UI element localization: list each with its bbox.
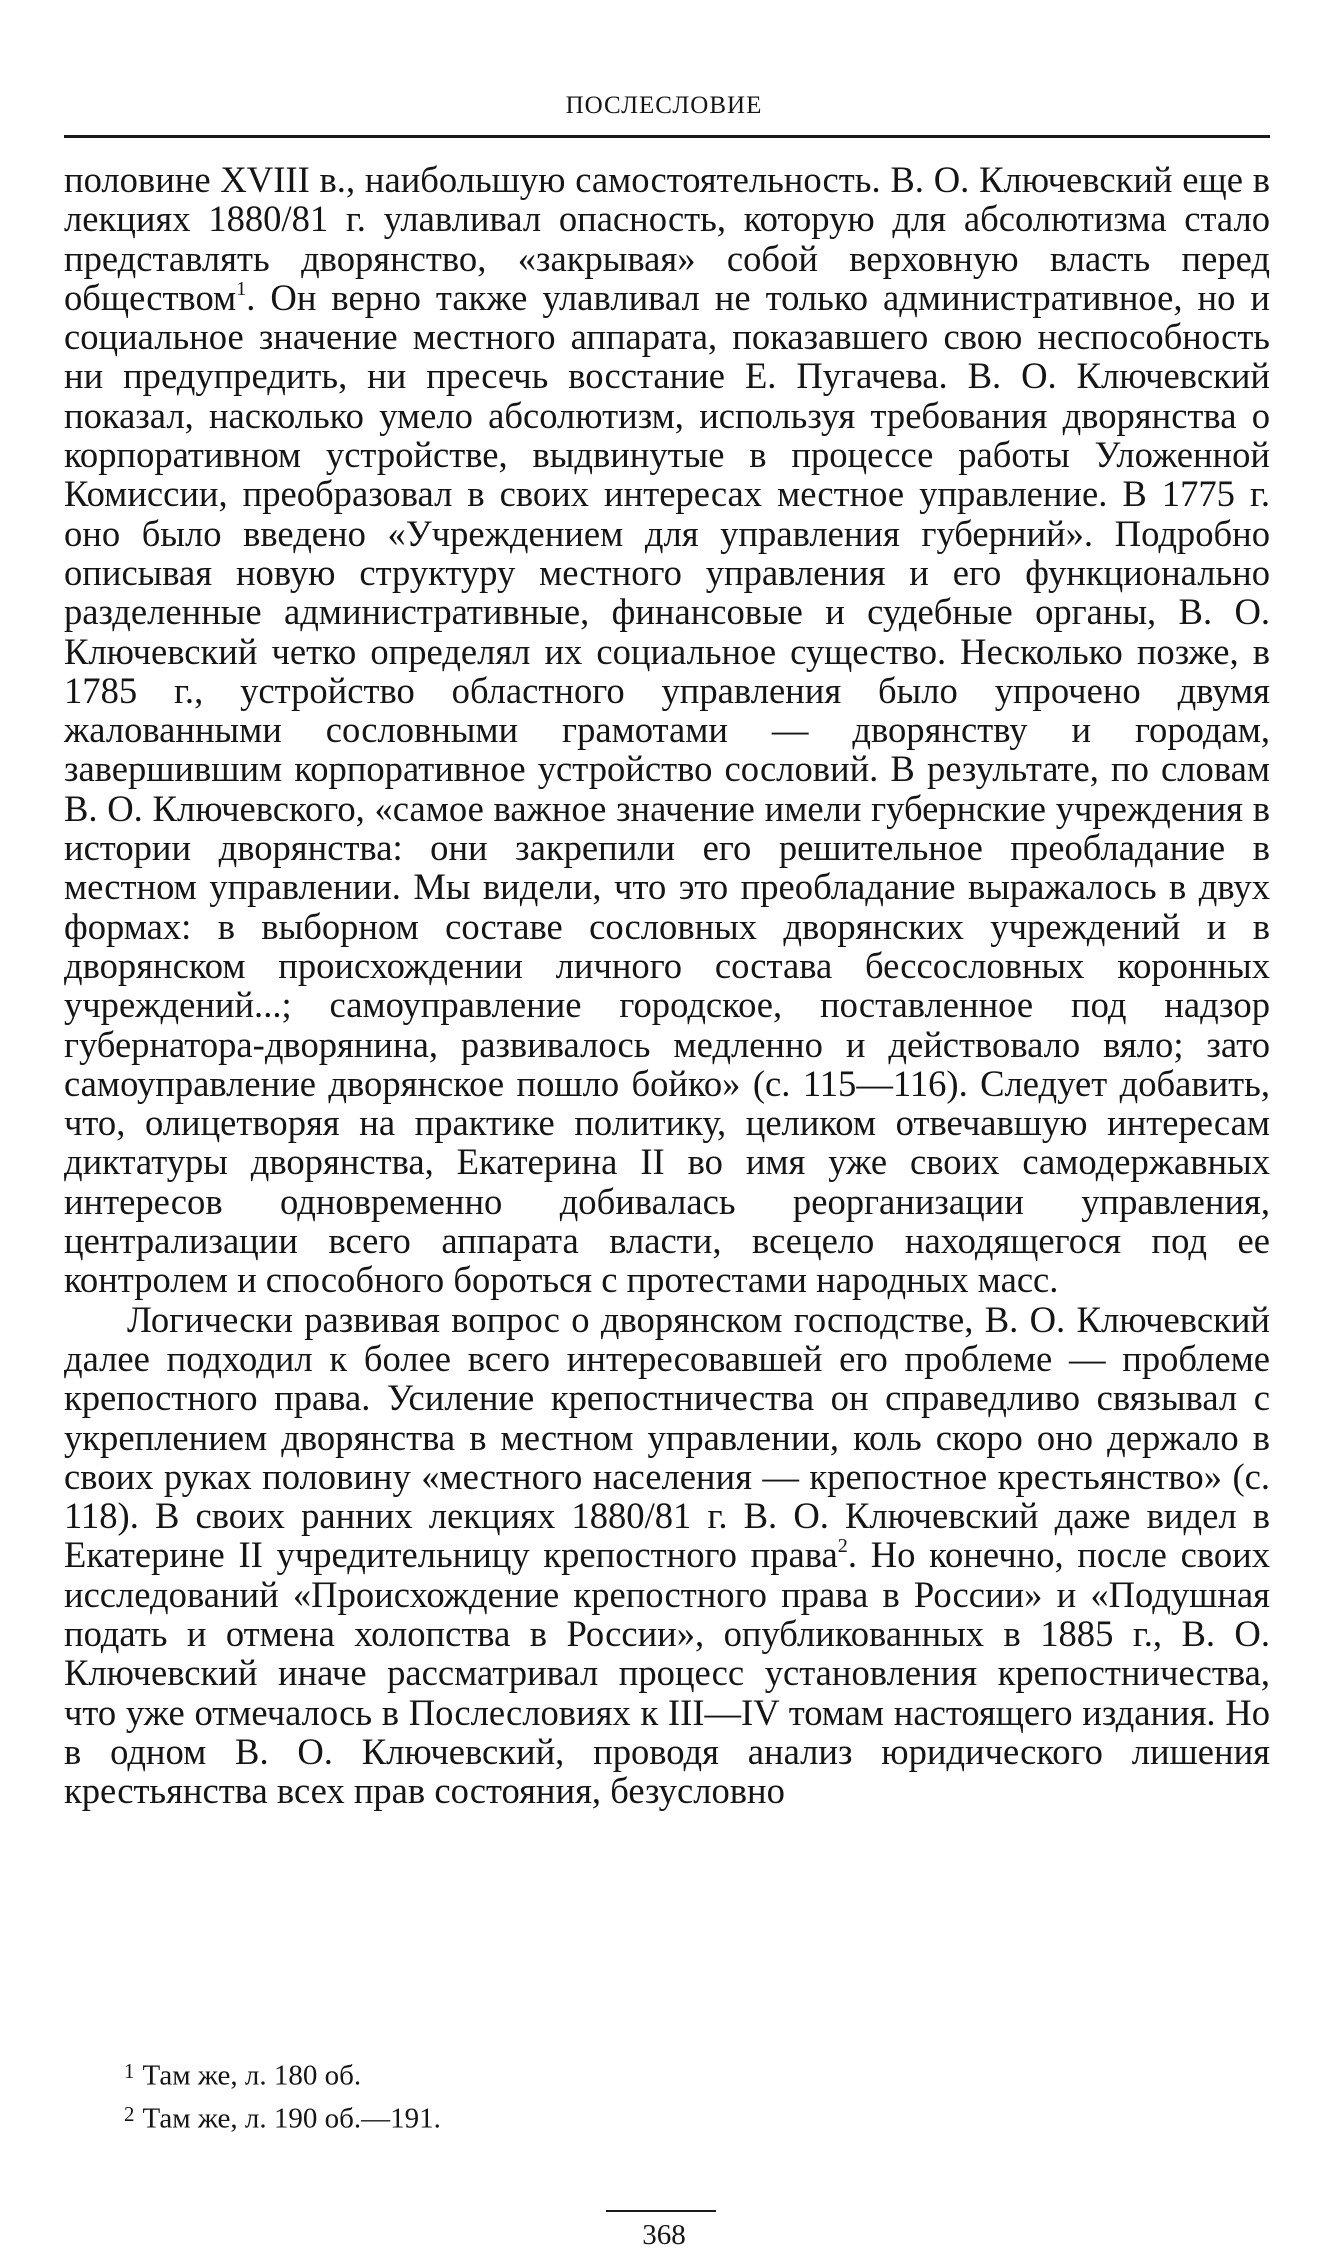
body-text — [64, 160, 1270, 1810]
header-rule — [64, 135, 1270, 138]
footnotes — [124, 2052, 1270, 2137]
page-number: 368 — [642, 2219, 686, 2251]
footnote-ref-2: 2 — [837, 1535, 848, 1558]
footnote-1 — [124, 2052, 1270, 2095]
footnote-ref-1: 1 — [236, 277, 247, 300]
footnote-2-text: Там же, л. 190 об.—191. — [142, 2102, 441, 2135]
paragraph-1-text-b: . Он верно также улавливал не только административное, но и социальное значение местного аппарата, показавшего свою неспособность ни предупредить, ни пресечь восстание Е. Пугачева. В. О. Ключевский показал, насколько умело абсолютизм, используя требования дворянства о корпоративном устройстве, выдвинутые в процессе работы Уложенной Комиссии, преобразовал в своих интересах местное управление. В 1775 г. оно было введено «Учреждением для управления губерний». Подробно описывая новую структуру местного управления и его функционально разделенные административные, финансовые и судебные органы, В. О. Ключевский четко определял их социальное существо. Несколько позже, в 1785 г., устройство областного управления было упрочено двумя жалованными сословными грамотами — дворянству и городам, завершившим корпоративное устройство сословий. В результате, по словам В. О. Ключевского, «самое важное значение имели губернские учреждения в истории дворянства: они закрепили его решительное преобладание в местном управлении. Мы видели, что это преобладание выражалось в двух формах: в выборном составе сословных дворянских учреждений и в дворянском происхождении личного состава бессословных коронных учреждений...; самоуправление городское, поставленное под надзор губернатора-дворянина, развивалось медленно и действовало вяло; зато самоуправление дворянское пошло бойко» (с. 115—116). Следует добавить, что, олицетворяя на практике политику, целиком отвечавшую интересам диктатуры дворянства, Екатерина II во имя уже своих самодержавных интересов одновременно добивалась реорганизации управления, централизации всего аппарата власти, всецело находящегося под ее контролем и способного бороться с протестами народных масс. — [64, 276, 1270, 1301]
paragraph-1 — [64, 160, 1270, 1300]
page-number-rule — [606, 2210, 716, 2212]
footnote-2 — [124, 2095, 1270, 2138]
running-head: ПОСЛЕСЛОВИЕ — [565, 92, 763, 119]
footnote-2-mark: 2 — [124, 2101, 135, 2126]
paragraph-2 — [64, 1300, 1270, 1811]
paragraph-2-text-b: . Но конечно, после своих исследований «Происхождение крепостного права в России» и «Подушная подать и отмена холопства в России», опубликованных в 1885 г., В. О. Ключевский иначе рассматривал процесс установления крепостничества, что уже отмечалось в Послесловиях к III—IV томам настоящего издания. Но в одном В. О. Ключевский, проводя анализ юридического лишения крестьянства всех прав состояния, безусловно — [64, 1534, 1270, 1812]
paragraph-1-text-a: половине XVIII в., наибольшую самостоятельность. В. О. Ключевский еще в лекциях 1880/81 г. улавливал опасность, которую для абсолютизма стало представлять дворянство, «закрывая» собой верховную власть перед обществом — [64, 159, 1270, 318]
footnote-1-text: Там же, л. 180 об. — [142, 2059, 362, 2092]
footnote-1-mark: 1 — [124, 2059, 135, 2083]
paragraph-2-text-a: Логически развивая вопрос о дворянском господстве, В. О. Ключевский далее подходил к более всего интересовавшей его проблеме — проблеме крепостного права. Усиление крепостничества он справедливо связывал с укреплением дворянства в местном управлении, коль скоро оно держало в своих руках половину «местного населения — крепостное крестьянство» (с. 118). В своих ранних лекциях 1880/81 г. В. О. Ключевский даже видел в Екатерине II учредительницу крепостного права — [64, 1298, 1270, 1576]
